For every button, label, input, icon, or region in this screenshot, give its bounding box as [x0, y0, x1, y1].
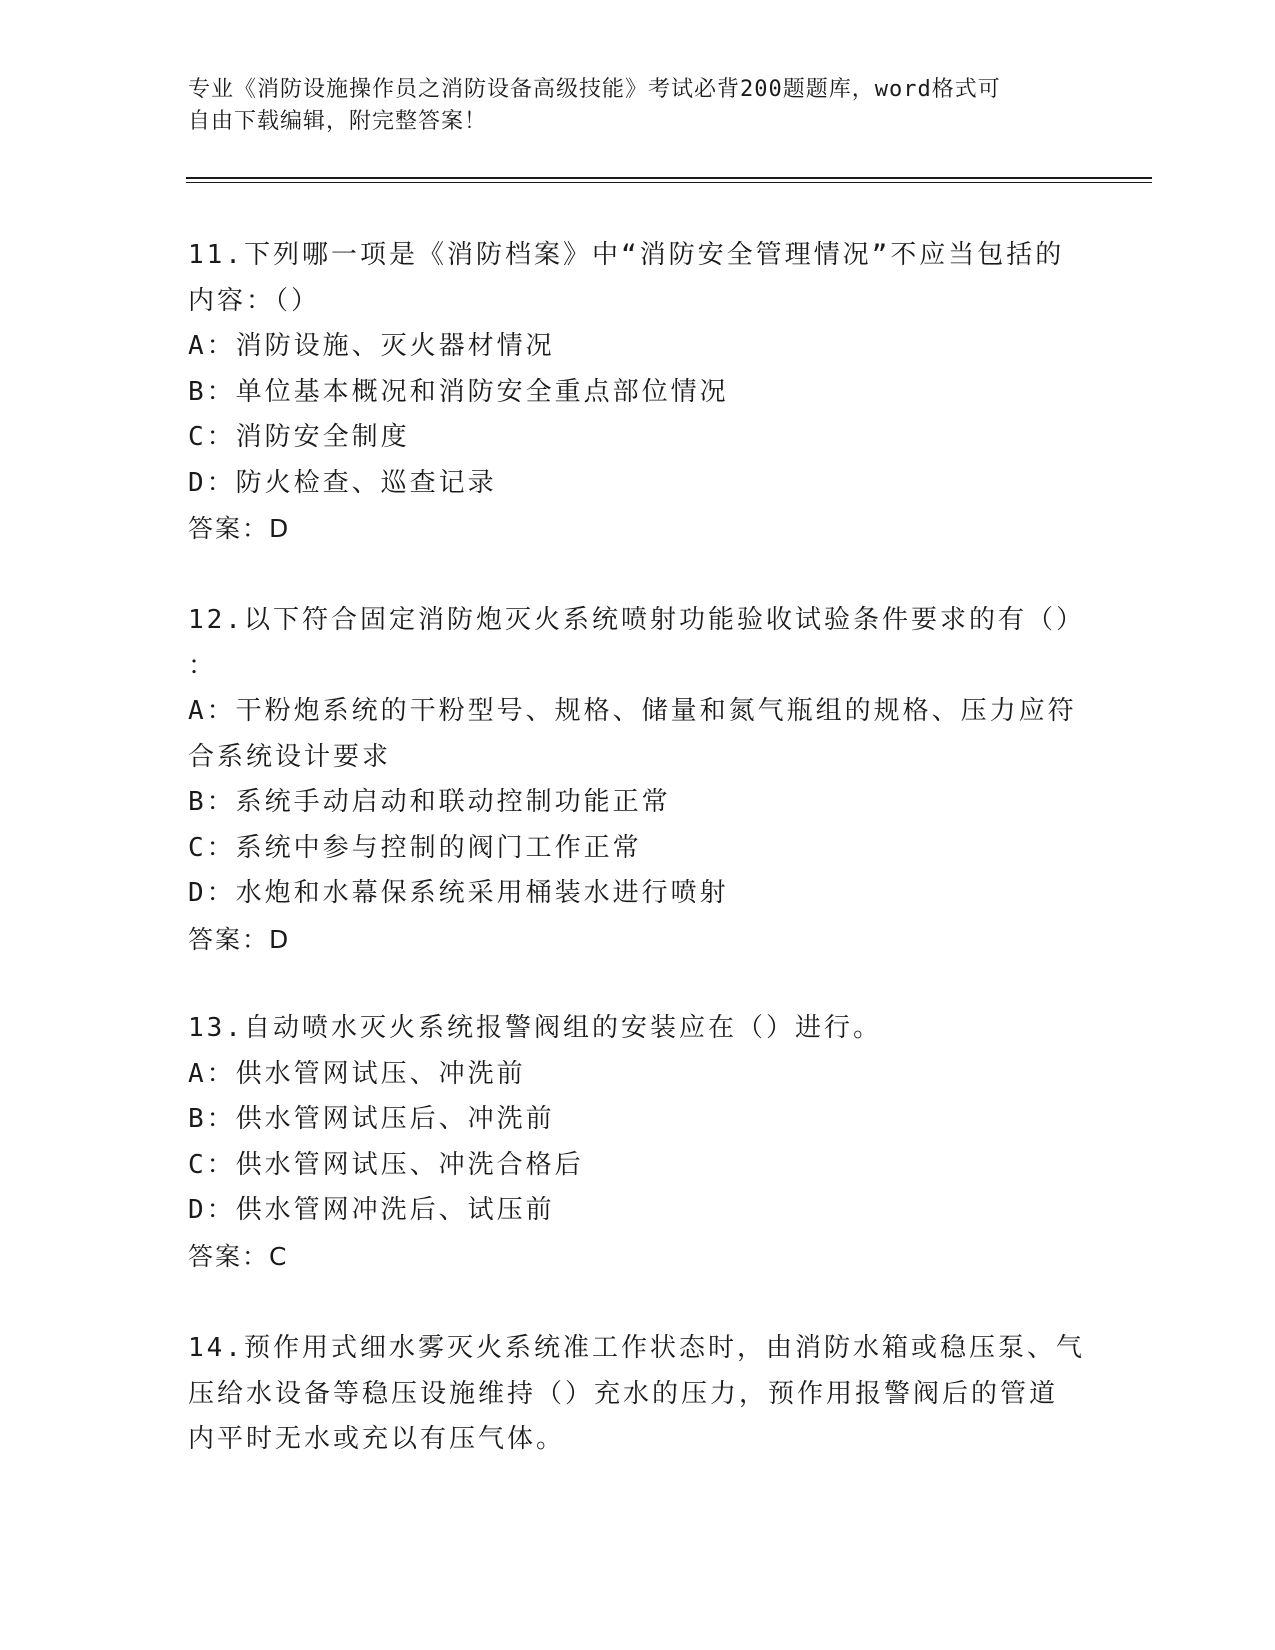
answer-line: 答案：D	[188, 924, 291, 954]
header-divider	[186, 177, 1152, 183]
option-c: C：供水管网试压、冲洗合格后	[188, 1149, 584, 1180]
option-d: D：供水管网冲洗后、试压前	[188, 1195, 555, 1225]
question-11	[188, 233, 1088, 552]
option-d: D：水炮和水幕保系统采用桶装水进行喷射	[188, 878, 729, 908]
question-stem-line: 11.下列哪一项是《消防档案》中“消防安全管理情况”不应当包括的	[188, 240, 1065, 270]
option-a: A：干粉炮系统的干粉型号、规格、储量和氮气瓶组的规格、压力应符	[188, 696, 1077, 726]
question-stem-line: 12.以下符合固定消防炮灭火系统喷射功能验收试验条件要求的有（）	[188, 605, 1085, 635]
option-b: B：系统手动启动和联动控制功能正常	[188, 787, 671, 817]
question-12	[188, 598, 1088, 962]
question-13	[188, 1006, 1088, 1279]
question-stem-line: 压给水设备等稳压设施维持（）充水的压力，预作用报警阀后的管道	[188, 1378, 1059, 1409]
option-b: B：供水管网试压后、冲洗前	[188, 1104, 555, 1134]
option-a-continued: 合系统设计要求	[188, 741, 392, 772]
option-b: B：单位基本概况和消防安全重点部位情况	[188, 376, 729, 407]
header-line: 自由下载编辑，附完整答案！	[188, 109, 488, 134]
option-a: A：供水管网试压、冲洗前	[188, 1058, 526, 1089]
question-stem-line: 13.自动喷水灭火系统报警阀组的安装应在（）进行。	[188, 1013, 882, 1043]
document-header	[188, 74, 1068, 138]
question-stem-line: ：	[188, 650, 218, 681]
question-14	[188, 1326, 1088, 1463]
header-line: 专业《消防设施操作员之消防设备高级技能》考试必背200题题库，word格式可	[188, 77, 1001, 102]
question-stem-line: 14.预作用式细水雾灭火系统准工作状态时，由消防水箱或稳压泵、气	[188, 1333, 1085, 1363]
option-a: A：消防设施、灭火器材情况	[188, 331, 555, 361]
answer-line: 答案：D	[188, 514, 291, 543]
question-stem-line: 内平时无水或充以有压气体。	[188, 1424, 566, 1454]
option-c: C：消防安全制度	[188, 422, 410, 452]
option-c: C：系统中参与控制的阀门工作正常	[188, 832, 642, 863]
question-stem-line: 内容：（）	[188, 285, 321, 316]
answer-line: 答案：C	[188, 1241, 289, 1271]
option-d: D：防火检查、巡查记录	[188, 467, 497, 498]
